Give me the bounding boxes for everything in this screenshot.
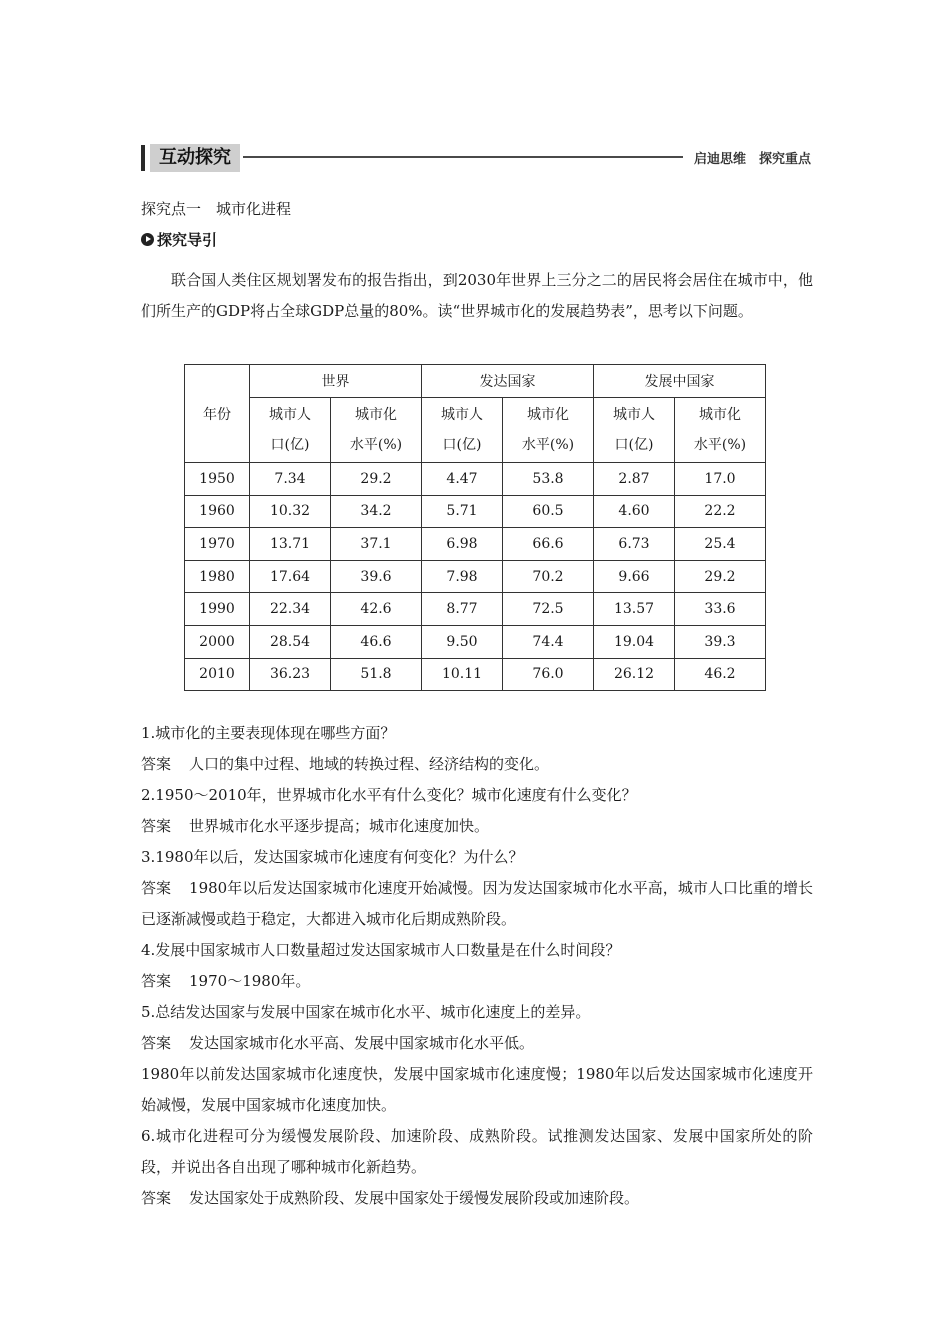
question-6: 6.城市化进程可分为缓慢发展阶段、加速阶段、成熟阶段。试推测发达国家、发展中国家所处的阶段，并说出各自出现了哪种城市化新趋势。	[141, 1127, 813, 1176]
question-3: 3.1980年以后，发达国家城市化速度有何变化？为什么？	[141, 848, 524, 866]
cell-value: 10.32	[250, 495, 331, 528]
cell-value: 4.47	[422, 463, 503, 496]
cell-value: 46.2	[675, 658, 766, 691]
cell-value: 17.64	[250, 560, 331, 593]
answer-label: 答案	[141, 1034, 172, 1052]
banner-subtitle: 启迪思维 探究重点	[693, 152, 811, 167]
cell-year: 1960	[185, 495, 250, 528]
cell-value: 51.8	[331, 658, 422, 691]
answer-label: 答案	[141, 879, 172, 897]
cell-value: 6.98	[422, 528, 503, 561]
cell-value: 6.73	[594, 528, 675, 561]
table-row	[185, 658, 766, 691]
subheader-urbanization-level: 城市化 水平(%)	[331, 398, 422, 463]
answer-3	[141, 873, 813, 935]
answer-label: 答案	[141, 817, 172, 835]
urbanization-table	[184, 364, 766, 691]
cell-value: 7.34	[250, 463, 331, 496]
answer-label: 答案	[141, 755, 172, 773]
cell-value: 29.2	[675, 560, 766, 593]
subheader-urban-population: 城市人 口(亿)	[422, 398, 503, 463]
cell-year: 2000	[185, 625, 250, 658]
cell-value: 76.0	[503, 658, 594, 691]
answer-text: 发达国家城市化水平高、发展中国家城市化水平低。	[189, 1034, 535, 1052]
cell-value: 36.23	[250, 658, 331, 691]
cell-value: 10.11	[422, 658, 503, 691]
table-row	[185, 593, 766, 626]
group-header-developed: 发达国家	[422, 365, 594, 398]
table-row	[185, 560, 766, 593]
answer-text: 人口的集中过程、地域的转换过程、经济结构的变化。	[189, 755, 550, 773]
cell-value: 72.5	[503, 593, 594, 626]
answer-5	[141, 1028, 813, 1059]
table-subheader-row	[185, 398, 766, 463]
answer-text: 发达国家处于成熟阶段、发展中国家处于缓慢发展阶段或加速阶段。	[189, 1189, 640, 1207]
answer-label: 答案	[141, 1189, 172, 1207]
year-header: 年份	[185, 365, 250, 463]
cell-year: 2010	[185, 658, 250, 691]
cell-year: 1990	[185, 593, 250, 626]
cell-value: 34.2	[331, 495, 422, 528]
cell-value: 33.6	[675, 593, 766, 626]
table-row	[185, 528, 766, 561]
answer-6	[141, 1183, 813, 1214]
guide-heading	[141, 229, 217, 250]
answer-text: 1980年以后发达国家城市化速度开始减慢。因为发达国家城市化水平高，城市人口比重的增长已逐渐减慢或趋于稳定，大都进入城市化后期成熟阶段。	[141, 879, 813, 928]
answer-text: 世界城市化水平逐步提高；城市化速度加快。	[189, 817, 490, 835]
answer-1	[141, 749, 813, 780]
cell-value: 60.5	[503, 495, 594, 528]
section-title: 探究点一 城市化进程	[141, 200, 292, 218]
cell-value: 13.57	[594, 593, 675, 626]
cell-value: 46.6	[331, 625, 422, 658]
question-1: 1.城市化的主要表现体现在哪些方面？	[141, 724, 396, 742]
table-row	[185, 625, 766, 658]
cell-value: 53.8	[503, 463, 594, 496]
cell-value: 4.60	[594, 495, 675, 528]
cell-year: 1980	[185, 560, 250, 593]
cell-value: 39.3	[675, 625, 766, 658]
banner-rule	[243, 156, 683, 158]
cell-value: 22.2	[675, 495, 766, 528]
subheader-urban-population: 城市人 口(亿)	[250, 398, 331, 463]
cell-value: 7.98	[422, 560, 503, 593]
banner-title: 互动探究	[150, 144, 240, 172]
guide-heading-label: 探究导引	[157, 231, 218, 249]
table-header-row	[185, 365, 766, 398]
question-4: 4.发展中国家城市人口数量超过发达国家城市人口数量是在什么时间段？	[141, 941, 621, 959]
cell-value: 66.6	[503, 528, 594, 561]
cell-value: 74.4	[503, 625, 594, 658]
answer-text: 1970～1980年。	[189, 972, 311, 990]
intro-paragraph: 联合国人类住区规划署发布的报告指出，到2030年世界上三分之二的居民将会居住在城市中，他们所生产的GDP将占全球GDP总量的80%。读“世界城市化的发展趋势表”，思考以下问题。	[141, 271, 813, 320]
cell-value: 70.2	[503, 560, 594, 593]
qa-section	[141, 718, 813, 1214]
table-row	[185, 463, 766, 496]
cell-value: 37.1	[331, 528, 422, 561]
question-5: 5.总结发达国家与发展中国家在城市化水平、城市化速度上的差异。	[141, 1003, 591, 1021]
cell-value: 28.54	[250, 625, 331, 658]
cell-year: 1950	[185, 463, 250, 496]
cell-value: 19.04	[594, 625, 675, 658]
cell-value: 29.2	[331, 463, 422, 496]
subheader-urbanization-level: 城市化 水平(%)	[675, 398, 766, 463]
cell-value: 39.6	[331, 560, 422, 593]
answer-2	[141, 811, 813, 842]
answer-4	[141, 966, 813, 997]
cell-value: 25.4	[675, 528, 766, 561]
cell-value: 17.0	[675, 463, 766, 496]
group-header-developing: 发展中国家	[594, 365, 766, 398]
play-circle-icon	[141, 233, 154, 246]
subheader-urban-population: 城市人 口(亿)	[594, 398, 675, 463]
subheader-urbanization-level: 城市化 水平(%)	[503, 398, 594, 463]
cell-year: 1970	[185, 528, 250, 561]
answer-label: 答案	[141, 972, 172, 990]
cell-value: 2.87	[594, 463, 675, 496]
answer-5-continued: 1980年以前发达国家城市化速度快，发展中国家城市化速度慢；1980年以后发达国家城市化速度开始减慢，发展中国家城市化速度加快。	[141, 1065, 813, 1114]
table-row	[185, 495, 766, 528]
cell-value: 5.71	[422, 495, 503, 528]
cell-value: 42.6	[331, 593, 422, 626]
cell-value: 9.50	[422, 625, 503, 658]
cell-value: 22.34	[250, 593, 331, 626]
question-2: 2.1950～2010年，世界城市化水平有什么变化？城市化速度有什么变化？	[141, 786, 637, 804]
cell-value: 13.71	[250, 528, 331, 561]
banner-accent-bar	[141, 145, 145, 171]
cell-value: 26.12	[594, 658, 675, 691]
section-banner	[141, 143, 813, 173]
group-header-world: 世界	[250, 365, 422, 398]
cell-value: 9.66	[594, 560, 675, 593]
cell-value: 8.77	[422, 593, 503, 626]
